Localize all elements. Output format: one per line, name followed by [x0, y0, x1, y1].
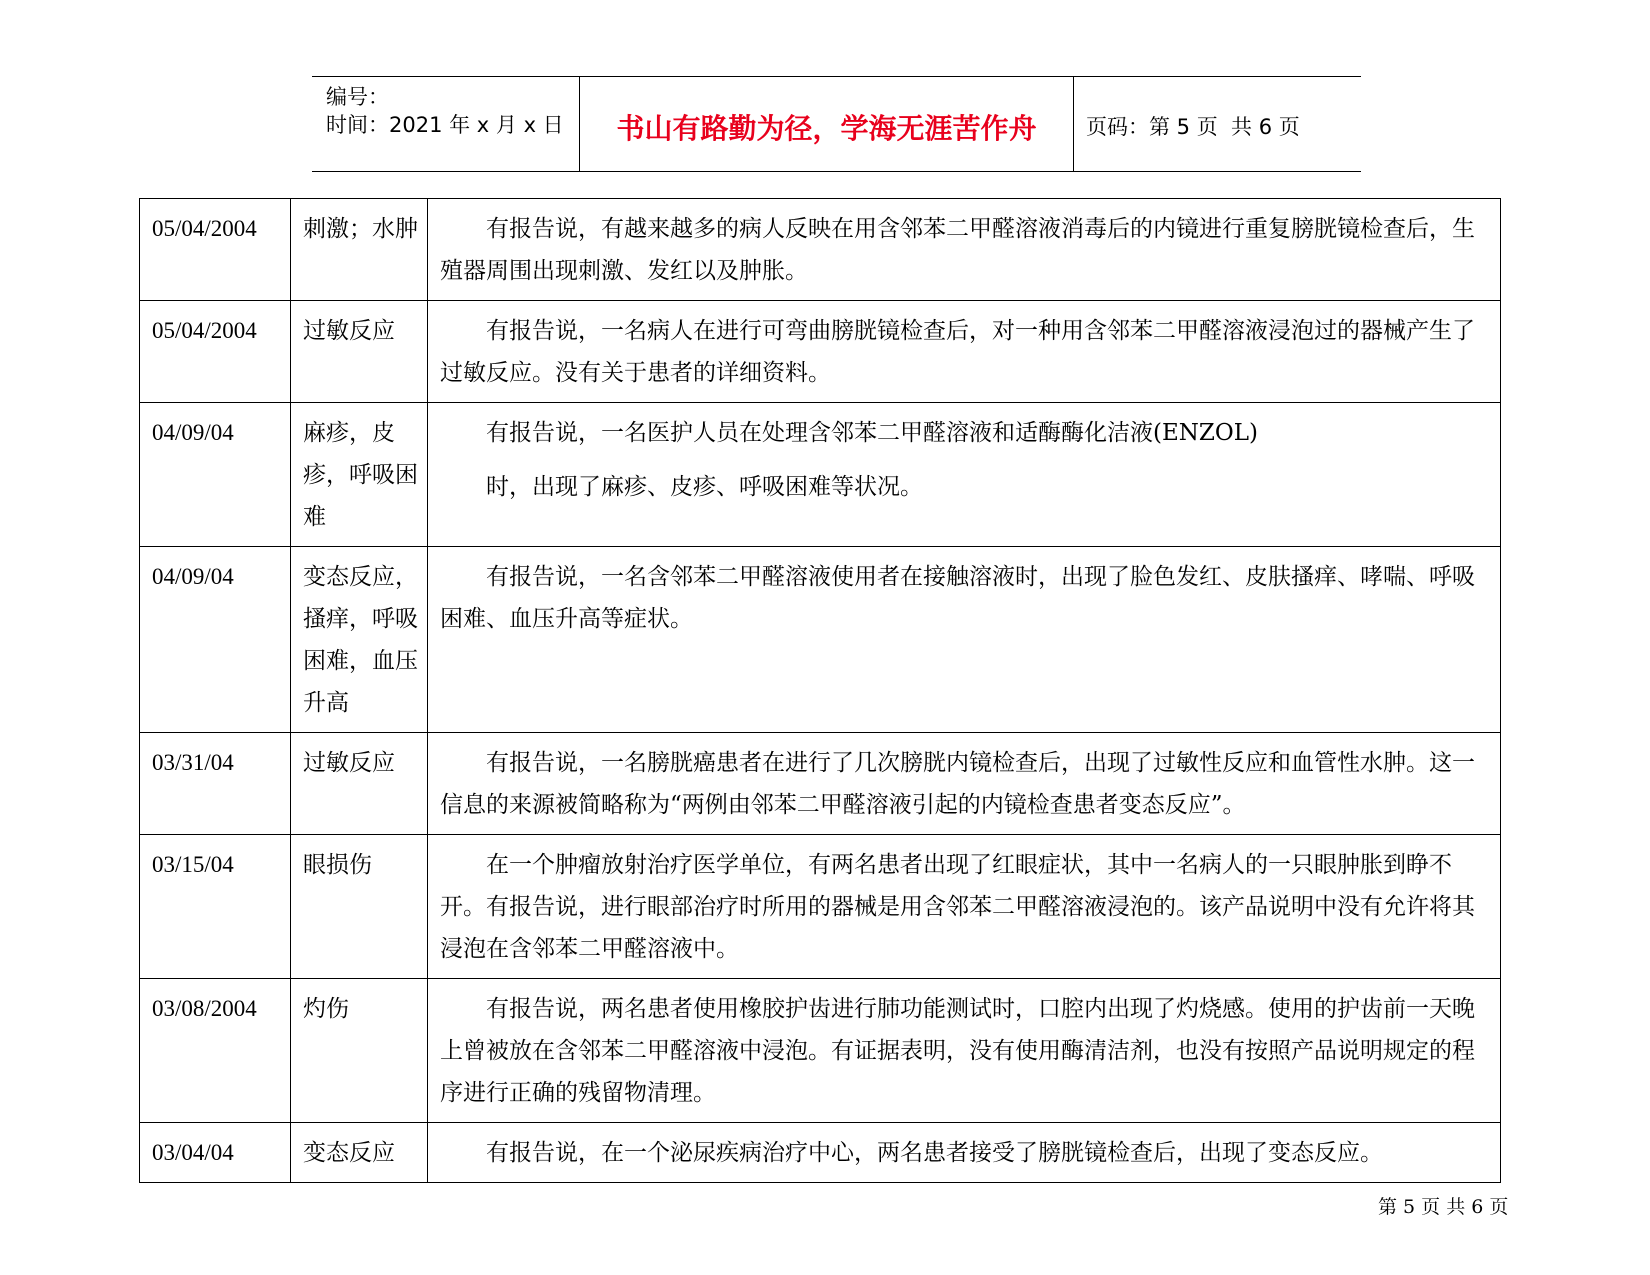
event-type-cell: 变态反应 [291, 1123, 428, 1183]
date-cell: 05/04/2004 [140, 301, 291, 403]
description-cell [428, 835, 1501, 979]
description-cell [428, 733, 1501, 835]
description-text: 有报告说，在一个泌尿疾病治疗中心，两名患者接受了膀胱镜检查后，出现了变态反应。 [486, 1140, 1383, 1166]
description-text: 有报告说，两名患者使用橡胶护齿进行肺功能测试时，口腔内出现了灼烧感。使用的护齿前一天晚上曾被放在含邻苯二甲醛溶液中浸泡。有证据表明，没有使用酶清洁剂，也没有按照产品说明规定的程序进行正确的残留物清理。 [440, 996, 1475, 1106]
date-cell: 04/09/04 [140, 547, 291, 733]
incident-table [139, 198, 1501, 1183]
time-label: 时间：2021 年 x 月 x 日 [326, 113, 564, 137]
date-cell: 05/04/2004 [140, 199, 291, 301]
date-cell: 03/15/04 [140, 835, 291, 979]
incident-table-body [140, 199, 1501, 1183]
table-row [140, 547, 1501, 733]
page-footer: 第 5 页 共 6 页 [1378, 1196, 1509, 1218]
table-row [140, 403, 1501, 547]
table-row [140, 979, 1501, 1123]
description-text: 在一个肿瘤放射治疗医学单位，有两名患者出现了红眼症状，其中一名病人的一只眼肿胀到睁不开。有报告说，进行眼部治疗时所用的器械是用含邻苯二甲醛溶液浸泡的。该产品说明中没有允许将其浸泡在含邻苯二甲醛溶液中。 [440, 852, 1475, 962]
description-text: 有报告说，一名医护人员在处理含邻苯二甲醛溶液和适酶酶化洁液(ENZOL) [486, 420, 1258, 446]
event-type-cell: 刺激；水肿 [291, 199, 428, 301]
description-text: 有报告说，一名膀胱癌患者在进行了几次膀胱内镜检查后，出现了过敏性反应和血管性水肿。这一信息的来源被简略称为“两例由邻苯二甲醛溶液引起的内镜检查患者变态反应”。 [440, 750, 1475, 818]
date-cell: 03/04/04 [140, 1123, 291, 1183]
table-row [140, 733, 1501, 835]
description-text: 有报告说，有越来越多的病人反映在用含邻苯二甲醛溶液消毒后的内镜进行重复膀胱镜检查后，生殖器周围出现刺激、发红以及肿胀。 [440, 216, 1475, 284]
event-type-cell: 眼损伤 [291, 835, 428, 979]
description-cell [428, 403, 1501, 547]
date-cell: 04/09/04 [140, 403, 291, 547]
header-page-code: 页码：第 5 页 共 6 页 [1086, 115, 1300, 139]
event-type-cell: 灼伤 [291, 979, 428, 1123]
description-cell [428, 979, 1501, 1123]
table-row [140, 301, 1501, 403]
event-type-cell: 麻疹，皮疹，呼吸困难 [291, 403, 428, 547]
event-type-cell: 过敏反应 [291, 301, 428, 403]
header-motto: 书山有路勤为径，学海无涯苦作舟 [580, 77, 1074, 171]
table-row [140, 835, 1501, 979]
header-meta [312, 77, 580, 171]
description-cell [428, 1123, 1501, 1183]
description-text: 有报告说，一名病人在进行可弯曲膀胱镜检查后，对一种用含邻苯二甲醛溶液浸泡过的器械产生了过敏反应。没有关于患者的详细资料。 [440, 318, 1475, 386]
event-type-cell: 过敏反应 [291, 733, 428, 835]
description-cell [428, 301, 1501, 403]
number-label: 编号： [326, 85, 389, 109]
table-row [140, 199, 1501, 301]
date-cell: 03/08/2004 [140, 979, 291, 1123]
event-type-cell: 变态反应，搔痒，呼吸困难，血压升高 [291, 547, 428, 733]
description-text: 时，出现了麻疹、皮疹、呼吸困难等状况。 [486, 474, 923, 500]
description-cell [428, 547, 1501, 733]
description-text: 有报告说，一名含邻苯二甲醛溶液使用者在接触溶液时，出现了脸色发红、皮肤搔痒、哮喘、呼吸困难、血压升高等症状。 [440, 564, 1475, 632]
page-header [312, 76, 1361, 172]
date-cell: 03/31/04 [140, 733, 291, 835]
table-row [140, 1123, 1501, 1183]
description-cell [428, 199, 1501, 301]
